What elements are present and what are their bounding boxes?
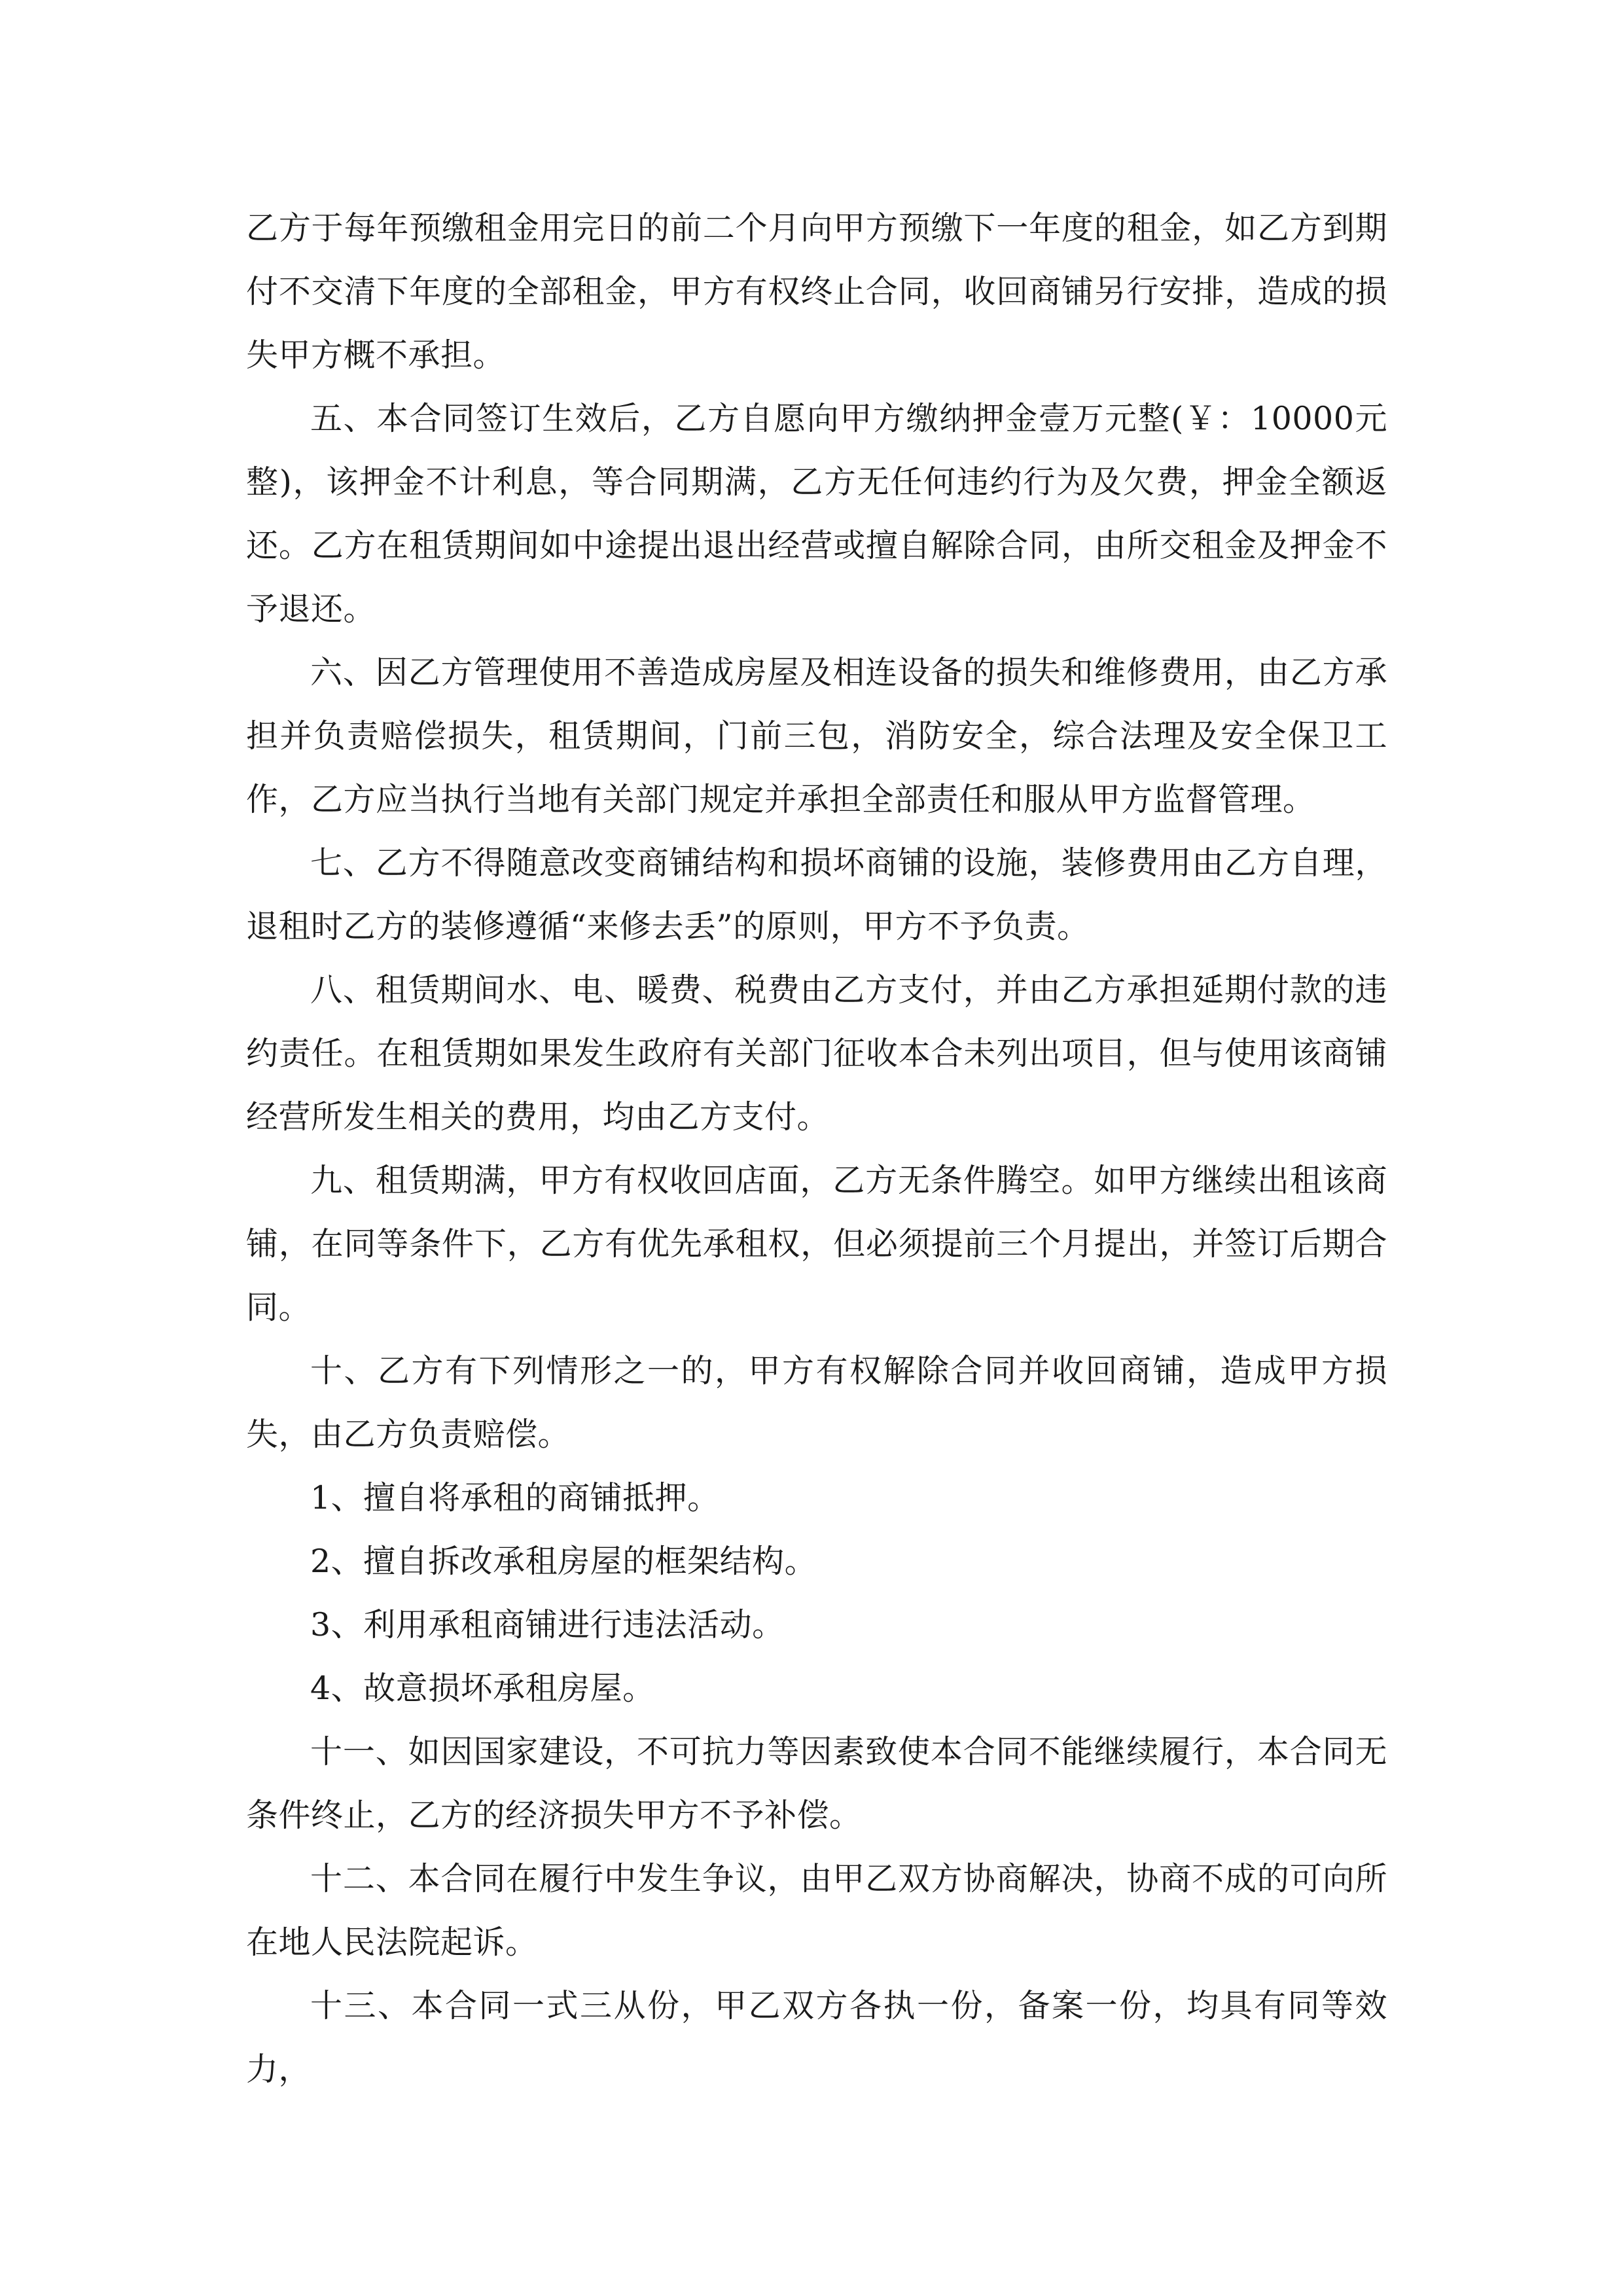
paragraph-clause-9-expiry: 九、租赁期满，甲方有权收回店面，乙方无条件腾空。如甲方继续出租该商铺，在同等条件下，乙方有优先承租权，但必须提前三个月提出，并签订后期合同。 [246,1162,1387,1326]
paragraph-clause-8-utilities: 八、租赁期间水、电、暖费、税费由乙方支付，并由乙方承担延期付款的违约责任。在租赁期如果发生政府有关部门征收本合未列出项目，但与使用该商铺经营所发生相关的费用，均由乙方支付。 [246,971,1387,1136]
paragraph-rent-prepayment: 乙方于每年预缴租金用完日的前二个月向甲方预缴下一年度的租金，如乙方到期付不交清下年度的全部租金，甲方有权终止合同，收回商铺另行安排，造成的损失甲方概不承担。 [246,209,1387,374]
paragraph-clause-7-renovation: 七、乙方不得随意改变商铺结构和损坏商铺的设施，装修费用由乙方自理，退租时乙方的装修遵循“来修去丢”的原则，甲方不予负责。 [246,844,1387,945]
list-item-2: 2、擅自拆改承租房屋的框架结构。 [310,1543,817,1580]
list-item-4: 4、故意损坏承租房屋。 [310,1670,655,1707]
list-item-1: 1、擅自将承租的商铺抵押。 [310,1479,720,1516]
paragraph-clause-13-copies: 十三、本合同一式三从份，甲乙双方各执一份，备案一份，均具有同等效力， [246,1987,1387,2088]
paragraph-clause-5-deposit: 五、本合同签订生效后，乙方自愿向甲方缴纳押金壹万元整(￥：10000元整)，该押金不计利息，等合同期满，乙方无任何违约行为及欠费，押金全额返还。乙方在租赁期间如中途提出退出经营或擅自解除合同，由所交租金及押金不予退还。 [246,400,1387,628]
document-body [246,196,1387,2101]
paragraph-clause-6-liability: 六、因乙方管理使用不善造成房屋及相连设备的损失和维修费用，由乙方承担并负责赔偿损失，租赁期间，门前三包，消防安全，综合法理及安全保卫工作，乙方应当执行当地有关部门规定并承担全部责任和服从甲方监督管理。 [246,654,1387,818]
paragraph-clause-11-force-majeure: 十一、如因国家建设，不可抗力等因素致使本合同不能继续履行，本合同无条件终止，乙方的经济损失甲方不予补偿。 [246,1733,1387,1834]
paragraph-clause-12-dispute: 十二、本合同在履行中发生争议，由甲乙双方协商解决，协商不成的可向所在地人民法院起诉。 [246,1860,1387,1961]
paragraph-clause-10-termination: 十、乙方有下列情形之一的，甲方有权解除合同并收回商铺，造成甲方损失，由乙方负责赔偿。 [246,1352,1387,1453]
list-item-3: 3、利用承租商铺进行违法活动。 [310,1606,785,1643]
